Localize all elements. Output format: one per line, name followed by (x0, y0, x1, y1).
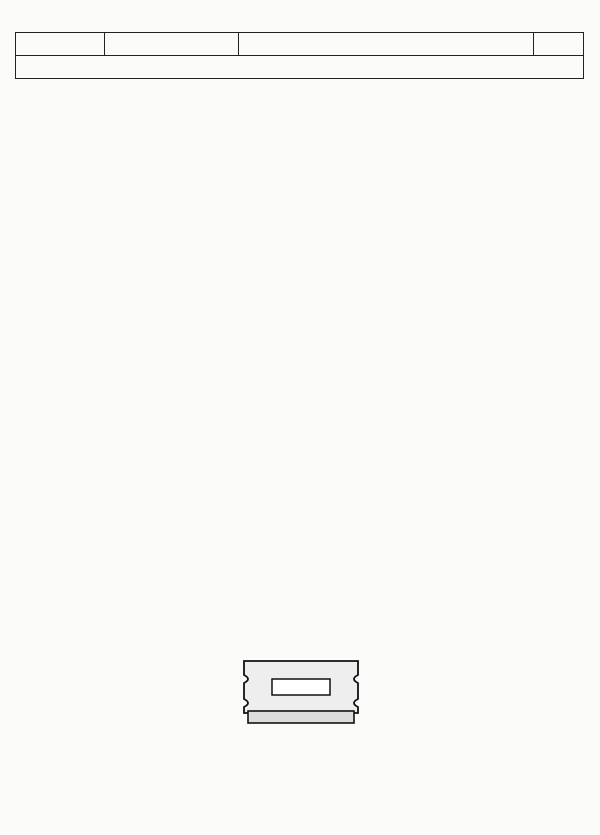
parts-table (15, 32, 584, 79)
table-footnote (16, 56, 584, 79)
column-header-position (16, 33, 105, 56)
column-header-name (239, 33, 534, 56)
table-footnote-row (16, 56, 584, 79)
column-header-qty (534, 33, 584, 56)
chip-body (248, 711, 354, 723)
column-header-spec (105, 33, 239, 56)
chip-drawing (226, 655, 376, 767)
table-header-row (16, 33, 584, 56)
chip-label-box (272, 679, 330, 695)
chip-figure (226, 655, 376, 783)
